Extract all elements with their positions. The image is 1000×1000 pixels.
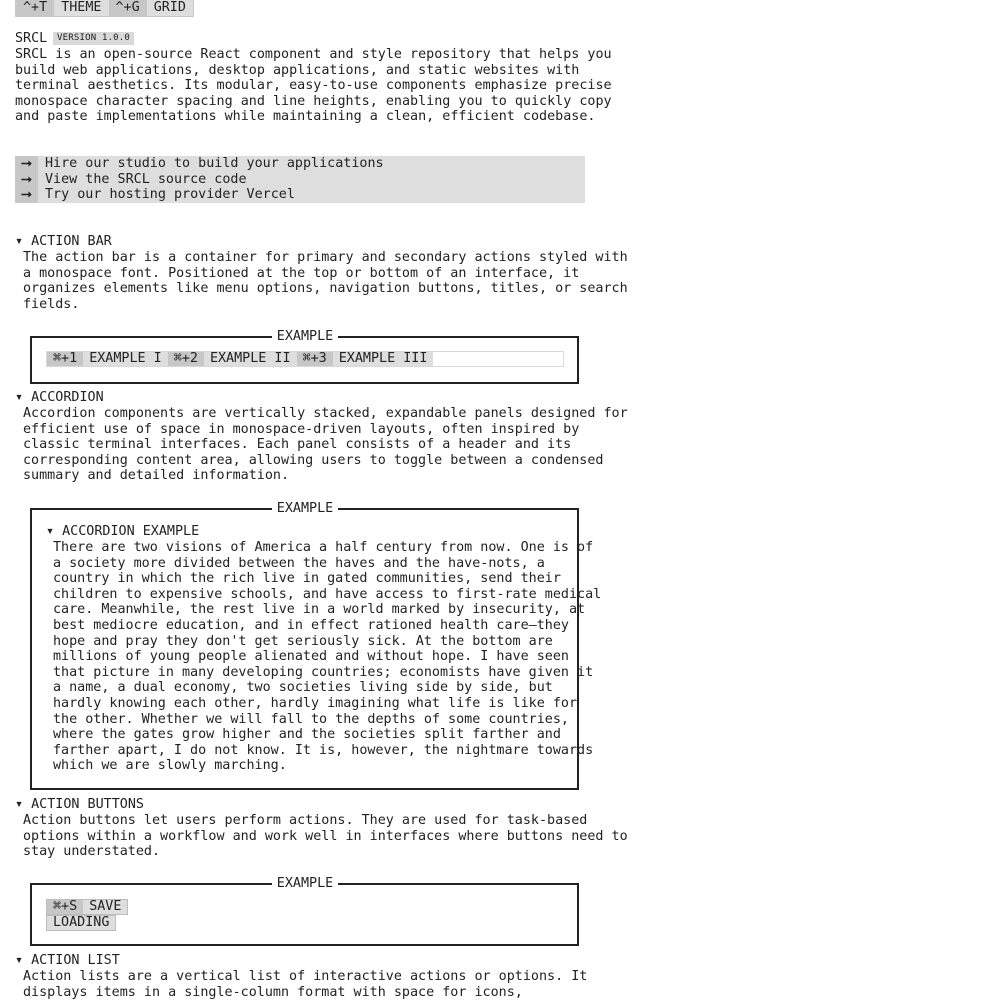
description-line: Accordion components are vertically stacked, expandable panels designed for xyxy=(23,406,628,421)
description-line: fields. xyxy=(23,296,80,312)
section-title: ACTION BAR xyxy=(31,234,112,249)
theme-hotkey[interactable]: ^+T xyxy=(16,0,54,16)
accordion-example-header[interactable] xyxy=(46,524,199,540)
section-header-action-bar[interactable] xyxy=(15,234,112,250)
grid-hotkey[interactable]: ^+G xyxy=(109,0,147,16)
button-label: EXAMPLE III xyxy=(338,351,428,366)
content-line: There are two visions of America a half century from now. One is of xyxy=(53,540,594,555)
content-line: children to expensive schools, and have access to first-rate medical xyxy=(53,586,602,602)
example-i-button[interactable] xyxy=(47,352,168,366)
description-line: stay understated. xyxy=(23,844,161,860)
description-line: monospace character spacing and line heights, enabling you to quickly copy xyxy=(15,93,612,109)
example-action-bar xyxy=(46,351,564,367)
hotkey-label: ⌘+S xyxy=(46,899,83,915)
button-label: EXAMPLE II xyxy=(209,351,291,366)
hotkey-label: ⌘+1 xyxy=(47,352,83,366)
page-title: SRCL xyxy=(15,31,48,46)
caret-down-icon: ▾ xyxy=(15,797,24,812)
section-title: ACCORDION xyxy=(31,390,104,405)
section-title: ACTION LIST xyxy=(31,953,120,968)
example-label: EXAMPLE xyxy=(272,501,338,517)
section-header-accordion[interactable] xyxy=(15,390,104,406)
accordion-content xyxy=(53,540,601,774)
content-line: the other. Whether we will fall to the depths of some countries, xyxy=(53,711,569,727)
caret-down-icon: ▾ xyxy=(15,953,24,968)
link-label[interactable]: View the SRCL source code xyxy=(45,171,247,187)
description-line: organizes elements like menu options, navigation buttons, titles, or search xyxy=(23,281,628,297)
hotkey-label: ⌘+2 xyxy=(168,352,204,366)
section-header-action-list[interactable] xyxy=(15,953,120,969)
description-line: corresponding content area, allowing users to toggle between a condensed xyxy=(23,452,604,468)
content-line: best mediocre education, and in effect rationed health care—they xyxy=(53,617,569,633)
description-line: Action buttons let users perform actions. They are used for task-based xyxy=(23,813,588,828)
section-header-action-buttons[interactable] xyxy=(15,797,144,813)
links-list xyxy=(15,156,585,203)
top-action-bar xyxy=(15,0,194,17)
accordion-description xyxy=(23,406,628,484)
description-line: and paste implementations while maintaining a clean, efficient codebase. xyxy=(15,109,596,125)
grid-button[interactable]: GRID xyxy=(153,0,186,15)
example-label: EXAMPLE xyxy=(272,329,338,345)
description-line: displays items in a single-column format with space for icons, xyxy=(23,984,523,1000)
action-list-description xyxy=(23,969,587,1000)
content-line: millions of young people alienated and without hope. I have seen xyxy=(53,649,569,665)
description-line: classic terminal interfaces. Each panel consists of a header and its xyxy=(23,437,572,453)
description-line: Action lists are a vertical list of interactive actions or options. It xyxy=(23,969,588,984)
content-line: care. Meanwhile, the rest live in a world marked by insecurity, at xyxy=(53,602,586,618)
content-line: hope and pray they don't get seriously sick. At the bottom are xyxy=(53,633,553,649)
description-line: summary and detailed information. xyxy=(23,468,290,484)
caret-down-icon: ▾ xyxy=(15,234,24,249)
action-buttons-example-box xyxy=(30,876,579,946)
arrow-right-icon: ⭢ xyxy=(15,172,38,188)
arrow-right-icon: ⭢ xyxy=(15,156,38,172)
content-line: a name, a dual economy, two societies living side by side, but xyxy=(53,680,553,696)
arrow-right-icon: ⭢ xyxy=(15,187,38,203)
example-label: EXAMPLE xyxy=(272,876,338,892)
action-bar-example-box xyxy=(30,329,579,384)
example-ii-button[interactable] xyxy=(168,352,297,366)
accordion-title: ACCORDION EXAMPLE xyxy=(62,524,200,539)
link-label[interactable]: Try our hosting provider Vercel xyxy=(45,187,295,203)
caret-down-icon: ▾ xyxy=(46,524,55,539)
description-line: build web applications, desktop applications, and static websites with xyxy=(15,62,580,78)
intro-description xyxy=(15,47,612,125)
content-line: a society more divided between the haves and the have-nots, a xyxy=(53,555,545,571)
theme-button[interactable]: THEME xyxy=(61,0,102,15)
description-line: a monospace font. Positioned at the top or bottom of an interface, it xyxy=(23,265,580,281)
example-iii-button[interactable] xyxy=(297,352,434,366)
description-line: The action bar is a container for primary and secondary actions styled with xyxy=(23,250,628,265)
link-hosting-vercel[interactable] xyxy=(15,187,585,203)
description-line: options within a workflow and work well in interfaces where buttons need to xyxy=(23,828,628,844)
hotkey-label: ⌘+3 xyxy=(297,352,333,366)
accordion-example-box xyxy=(30,501,602,790)
version-badge: VERSION 1.0.0 xyxy=(53,32,134,45)
description-line: SRCL is an open-source React component and style repository that helps you xyxy=(15,47,612,62)
description-line: efficient use of space in monospace-driven layouts, often inspired by xyxy=(23,421,580,437)
loading-button[interactable] xyxy=(46,915,116,931)
link-source-code[interactable] xyxy=(15,172,585,188)
link-label[interactable]: Hire our studio to build your applications xyxy=(45,156,384,171)
content-line: farther apart, I do not know. It is, however, the nightmare towards xyxy=(53,742,594,758)
content-line: country in which the rich live in gated communities, send their xyxy=(53,571,561,587)
description-line: terminal aesthetics. Its modular, easy-to-use components emphasize precise xyxy=(15,78,612,94)
content-line: where the gates grow higher and the societies split farther and xyxy=(53,727,561,743)
button-label: SAVE xyxy=(83,899,128,915)
content-line: which we are slowly marching. xyxy=(53,758,287,774)
link-hire-studio[interactable] xyxy=(15,156,585,172)
content-line: hardly knowing each other, hardly imagining what life is like for xyxy=(53,695,578,711)
section-title: ACTION BUTTONS xyxy=(31,797,144,812)
caret-down-icon: ▾ xyxy=(15,390,24,405)
action-buttons-description xyxy=(23,813,628,860)
button-label: LOADING xyxy=(46,915,116,931)
content-line: that picture in many developing countries; economists have given it xyxy=(53,664,594,680)
button-label: EXAMPLE I xyxy=(89,351,162,366)
action-bar-description xyxy=(23,250,628,312)
save-button[interactable] xyxy=(46,899,128,915)
